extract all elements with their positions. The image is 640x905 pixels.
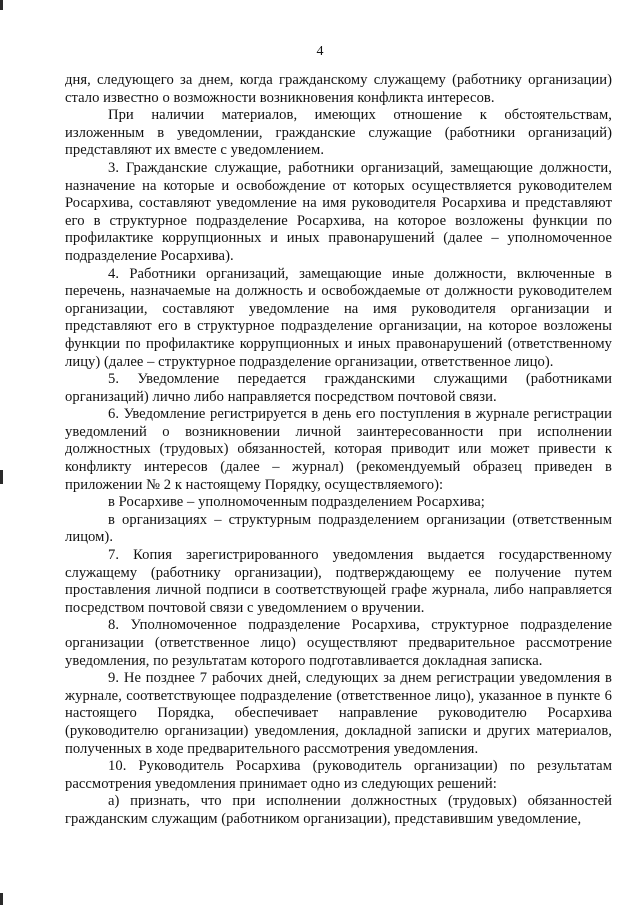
paragraph-item-8: 8. Уполномоченное подразделение Росархива, структурное подразделение организации (ответственное лицо) осуществляют предварительное рассмотрение уведомления, по результатам которого подготавливается докладная записка. <box>65 617 612 669</box>
paragraph-item-6: 6. Уведомление регистрируется в день его поступления в журнале регистрации уведомлений о возникновении личной заинтересованности при исполнении должностных (трудовых) обязанностей, которая приводит или может привести к конфликту интересов (далее – журнал) (рекомендуемый образец приведен в приложении № 2 к настоящему Порядку, осуществляемого): <box>65 406 612 493</box>
paragraph-materials: При наличии материалов, имеющих отношение к обстоятельствам, изложенным в уведомлении, гражданские служащие (работники организаций) представляют их вместе с уведомлением. <box>65 107 612 159</box>
paragraph-item-10: 10. Руководитель Росархива (руководитель организации) по результатам рассмотрения уведомления принимает одно из следующих решений: <box>65 758 612 792</box>
paragraph-item-4: 4. Работники организаций, замещающие иные должности, включенные в перечень, назначаемые на должность и освобождаемые от должности руководителем организации, составляют уведомление на имя руководителя организации и представляют его в структурное подразделение организации, на которое возложены функции по профилактике коррупционных и иных правонарушений (ответственному лицу) (далее – структурное подразделение организации, ответственное лицо). <box>65 265 612 370</box>
scan-edge-mark <box>0 893 3 905</box>
paragraph-item-10-a: а) признать, что при исполнении должностных (трудовых) обязанностей гражданским служащим (работником организации), представившим уведомление, <box>65 793 612 827</box>
scan-edge-mark <box>0 470 3 484</box>
paragraph-item-5: 5. Уведомление передается гражданскими служащими (работниками организаций) лично либо направляется посредством почтовой связи. <box>65 371 612 405</box>
paragraph-item-6-organizations: в организациях – структурным подразделением организации (ответственным лицом). <box>65 511 612 546</box>
document-body <box>65 72 612 829</box>
paragraph-continuation: дня, следующего за днем, когда гражданскому служащему (работнику организации) стало известно о возможности возникновения конфликта интересов. <box>65 72 612 106</box>
scan-edge-mark <box>0 0 3 10</box>
paragraph-item-6-rosarchive: в Росархиве – уполномоченным подразделением Росархива; <box>108 494 485 511</box>
paragraph-item-9: 9. Не позднее 7 рабочих дней, следующих за днем регистрации уведомления в журнале, соответствующее подразделение (ответственное лицо), указанное в пункте 6 настоящего Порядка, обеспечивает направление руководителю Росархива (руководителю организации) уведомления, докладной записки и других материалов, полученных в ходе предварительного рассмотрения уведомления. <box>65 670 612 757</box>
paragraph-item-7: 7. Копия зарегистрированного уведомления выдается государственному служащему (работнику организации), подтверждающему ее получение путем проставления личной подписи в соответствующей графе журнала, либо направляется посредством почтовой связи с уведомлением о вручении. <box>65 547 612 616</box>
page-number: 4 <box>316 44 324 59</box>
paragraph-item-3: 3. Гражданские служащие, работники организаций, замещающие должности, назначение на которые и освобождение от которых осуществляется руководителем Росархива, составляют уведомление на имя руководителя Росархива и представляют его в структурное подразделение Росархива, на которое возложены функции по профилактике коррупционных и иных правонарушений (далее – уполномоченное подразделение Росархива). <box>65 159 612 264</box>
